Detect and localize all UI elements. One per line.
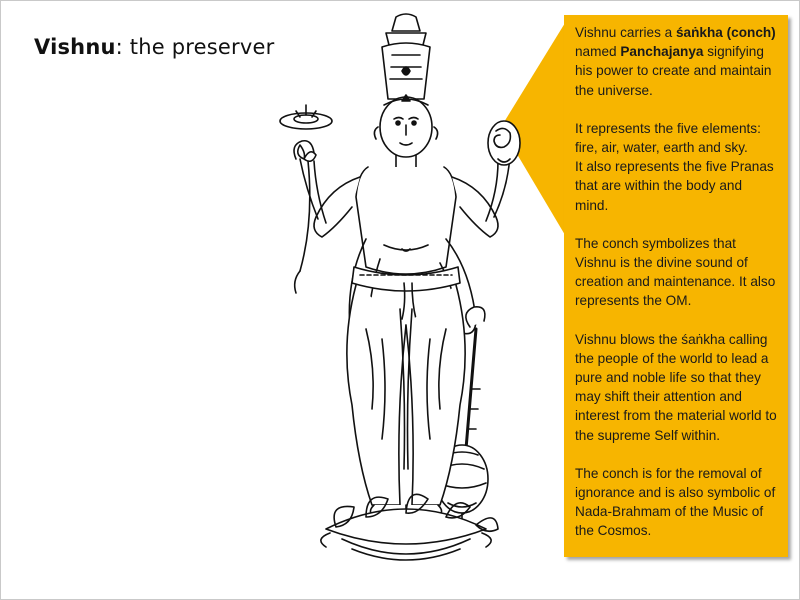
blowing-paragraph: Vishnu blows the śaṅkha calling the people of the world to lead a pure and noble life so that they may shift their attention and interest from the material world to the supreme Self within. bbox=[575, 331, 777, 443]
divine-sound-paragraph: The conch symbolizes that Vishnu is the divine sound of creation and maintenance. It also represents the OM. bbox=[575, 235, 776, 309]
text-span: Vishnu carries a bbox=[575, 25, 676, 40]
sankha-term: śaṅkha (conch) bbox=[676, 25, 776, 40]
slide-title bbox=[34, 35, 274, 59]
pranas-line: It also represents the five Pranas that are within the body and mind. bbox=[575, 159, 774, 213]
ignorance-paragraph: The conch is for the removal of ignorance and is also symbolic of Nada-Brahmam of the Music of the Cosmos. bbox=[575, 465, 776, 539]
vishnu-illustration bbox=[256, 9, 556, 589]
text-span: named bbox=[575, 44, 621, 60]
conch-paragraph bbox=[575, 23, 779, 100]
title-bold: Vishnu bbox=[34, 35, 116, 59]
callout-box bbox=[564, 15, 788, 557]
title-rest: : the preserver bbox=[115, 35, 275, 59]
elements-line: It represents the five elements: fire, air, water, earth and sky. bbox=[575, 120, 761, 156]
panchajanya-term: Panchajanya bbox=[620, 44, 704, 60]
elements-paragraph bbox=[575, 119, 779, 215]
text-span: signifying his power to create and maintain the universe. bbox=[575, 44, 772, 98]
